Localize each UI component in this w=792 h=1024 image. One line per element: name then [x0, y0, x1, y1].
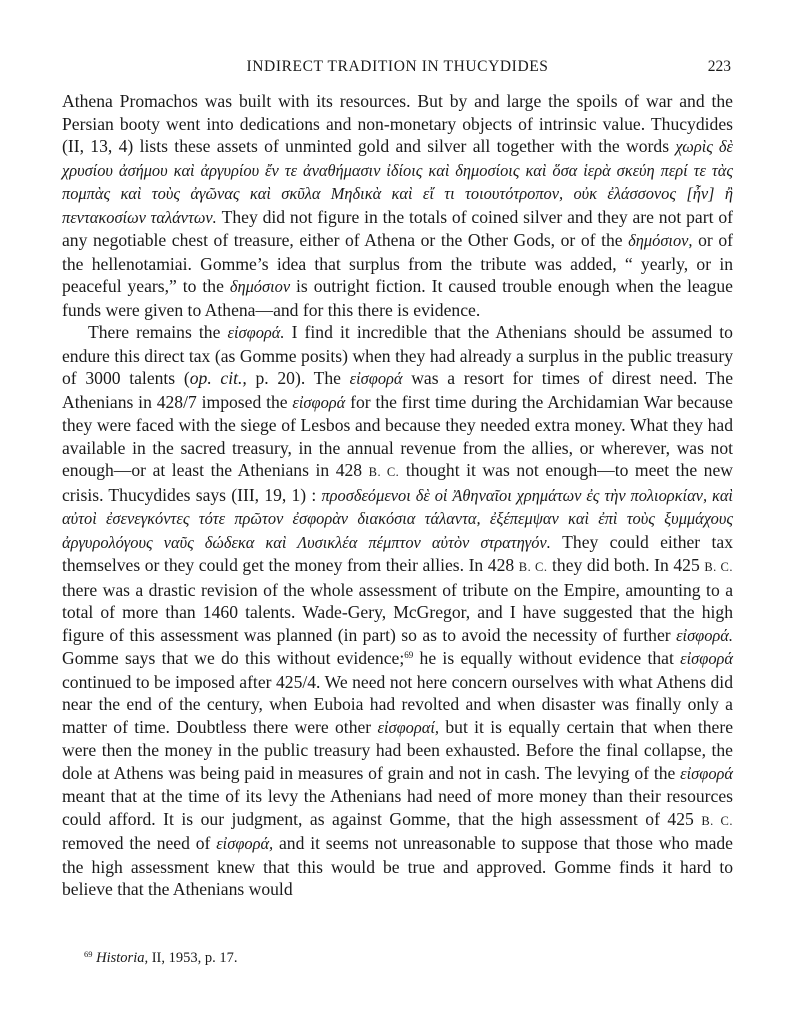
- text-run: removed the need of: [62, 833, 211, 853]
- greek-term: εἰσφορά.: [676, 625, 733, 645]
- footnote-text: II, 1953, p. 17.: [151, 950, 238, 966]
- citation-italic: op. cit.,: [189, 368, 247, 388]
- footnote-number: 69: [84, 949, 93, 959]
- footnote-journal-title: Historia,: [96, 950, 149, 966]
- text-run: There remains the: [88, 322, 221, 342]
- greek-term: εἰσφορά,: [216, 834, 274, 853]
- text-run: they did both. In 425: [552, 555, 700, 575]
- text-run: continued to be imposed after 425/4. We need not here concern ourselves with what Athens did near the end of the century, when Euboia had revolted and when disaster was finally only a matter of time. Doubtless there were other: [62, 671, 733, 737]
- text-run: and it seems not unreasonable to suppose that those who made the high assessment knew that this would be true and approved. Gomme finds it hard to believe that the Athenians would: [62, 833, 733, 899]
- text-run: They did not figure in the totals of coined silver and they are not part of any negotiable chest of treasure, either of Athena or the Other Gods, or of the: [62, 206, 733, 250]
- text-run: thought it was not enough—to meet the new crisis. Thucydides says (III, 19, 1) :: [62, 460, 733, 505]
- era-abbreviation: B. C.: [701, 813, 733, 828]
- text-run: I find it incredible that the Athenians should be assumed to endure this direct tax (as Gomme posits) when they had already a surplus in the public treasury of 3000 talents (: [62, 322, 733, 388]
- page-number: 223: [707, 58, 731, 75]
- text-run: but it is equally certain that when there were then the money in the public treasury had been exhausted. Before the final collapse, the dole at Athens was being paid in measures of grain and not in cash. The levying of the: [62, 716, 733, 783]
- text-run: Gomme says that we do this without evidence;: [62, 648, 405, 668]
- greek-quotation: χωρὶς δὲ χρυσίου ἀσήμου καὶ ἀργυρίου ἔν τε ἀναθήμασιν ἰδίοις καὶ δημοσίοις καὶ ὅσα ἱερὰ σκεύη περί τε τὰς πομπὰς καὶ τοὺς ἀγῶνας καὶ σκῦλα Μηδικὰ καὶ εἴ τι τοιουτότροπον, οὐκ ἐλάσσονος [ἦν] ἢ πεντακοσίων ταλάντων.: [62, 137, 734, 227]
- era-abbreviation: B. C.: [704, 560, 734, 574]
- greek-quotation: προσδεόμενοι δὲ οἱ Ἀθηναῖοι χρημάτων ἐς τὴν πολιορκίαν, καὶ αὐτοὶ ἐσενεγκόντες τότε πρῶτον ἐσφορὰν διακόσια τάλαντα, ἐξέπεμψαν καὶ ἐπὶ τοὺς ξυμμάχους ἀργυρολόγους ναῦς δώδεκα καὶ Λυσικλέα πέμπτον αὐτὸν στρατηγόν.: [62, 485, 733, 552]
- greek-term: εἰσφορά.: [227, 323, 285, 342]
- era-abbreviation: B. C.: [368, 465, 400, 479]
- greek-term: εἰσφορά: [680, 763, 733, 783]
- text-run: was a resort for times of direst need. The Athenians in 428/7 imposed the: [62, 368, 734, 412]
- running-title: INDIRECT TRADITION IN THUCYDIDES: [246, 58, 549, 75]
- body-text: [62, 90, 733, 901]
- greek-term: εἰσφορά: [349, 369, 403, 388]
- running-header: [62, 52, 733, 76]
- text-run: They could either tax themselves or they could get the money from their allies. In 428: [62, 531, 733, 575]
- text-run: there was a drastic revision of the whole assessment of tribute on the Empire, amounting to a total of more than 1460 talents. Wade-Gery, McGregor, and I have suggested that the high figure of this assessment was planned (in part) so as to avoid the necessity of further: [62, 579, 733, 645]
- greek-term: εἰσφορά: [292, 392, 346, 412]
- text-run: Athena Promachos was built with its resources. But by and large the spoils of war and the Persian booty went into dedications and non-monetary objects of intrinsic value. Thucydides (II, 13, 4) lists these assets of unminted gold and silver all together with the words: [62, 91, 733, 156]
- text-run: meant that at the time of its levy the Athenians had need of more money than their resources could afford. It is our judgment, as against Gomme, that the high assessment of 425: [62, 786, 733, 829]
- page: [62, 52, 733, 901]
- greek-term: εἰσφορά: [680, 649, 733, 668]
- paragraph-1: [62, 90, 733, 321]
- greek-term: δημόσιον: [229, 277, 291, 296]
- greek-term: δημόσιον,: [628, 231, 693, 250]
- text-run: or of the hellenotamiai. Gomme’s idea that surplus from the tribute was added, “ yearly, or in peaceful years,” to the: [62, 230, 734, 296]
- paragraph-2: [62, 321, 733, 901]
- greek-term: εἰσφοραί,: [377, 717, 439, 737]
- text-run: p. 20). The: [255, 368, 341, 388]
- text-run: for the first time during the Archidamian War because they were faced with the siege of Lesbos and because they needed extra money. What they had available in the sacred treasury, in the annual revenue from the allies, or wherever, was not enough—or at least the Athenians in 428: [62, 391, 733, 480]
- footnote: [84, 950, 684, 967]
- footnote-reference[interactable]: 69: [404, 650, 414, 660]
- text-run: he is equally without evidence that: [419, 648, 674, 668]
- text-run: is outright fiction. It caused trouble enough when the league funds were given to Athena—and for this there is evidence.: [62, 276, 733, 320]
- era-abbreviation: B. C.: [518, 560, 548, 574]
